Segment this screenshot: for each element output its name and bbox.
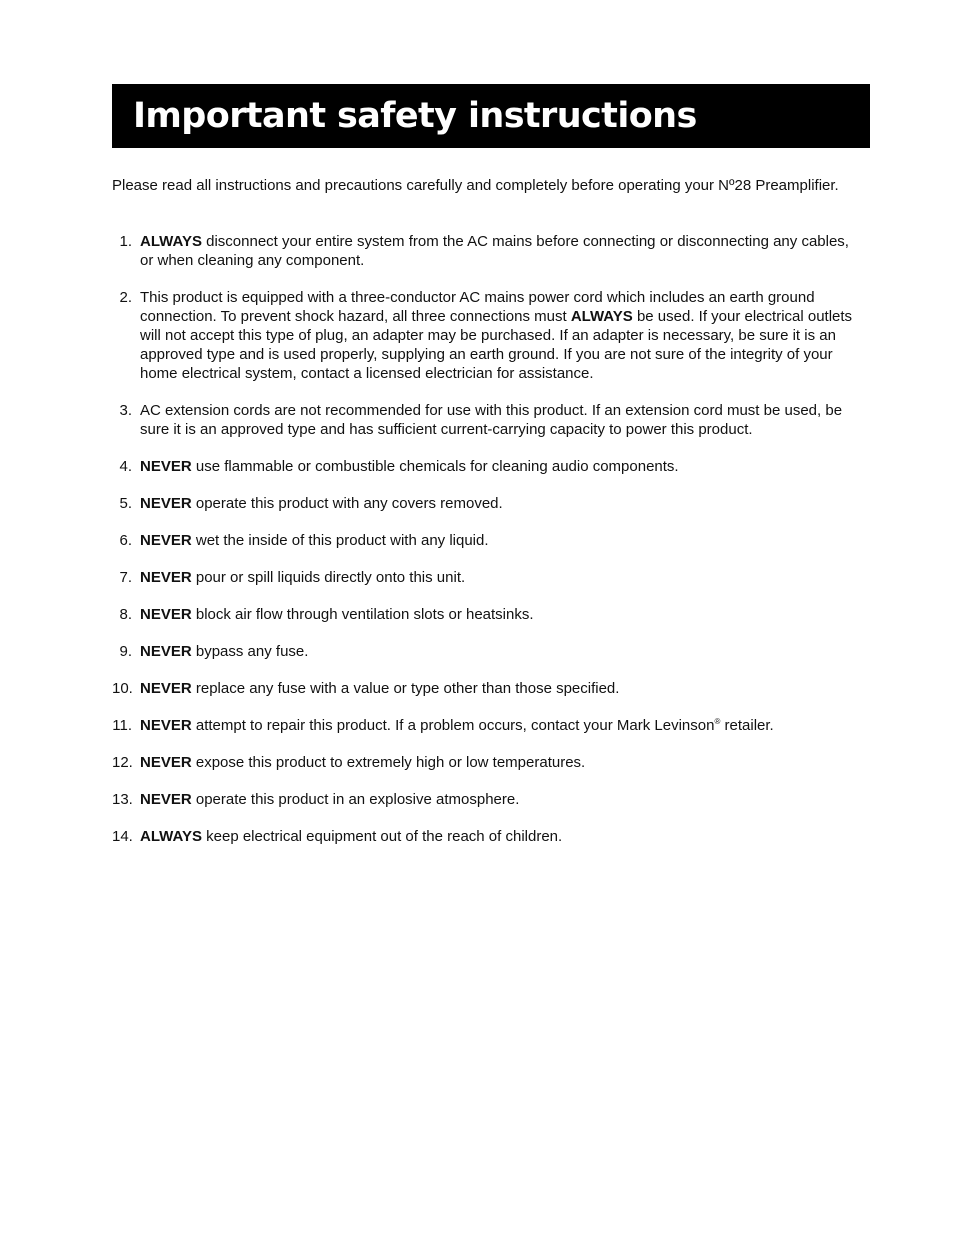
instruction-body-text: keep electrical equipment out of the reach of children. — [201, 828, 563, 845]
instruction-number — [112, 288, 140, 383]
instruction-body-text: replace any fuse with a value or type other than those specified. — [191, 680, 620, 697]
instruction-body-text: operate this product in an explosive atmosphere. — [191, 791, 520, 808]
instruction-number-label: 2. — [119, 289, 132, 306]
page-title: Important safety instructions — [133, 96, 697, 136]
instruction-emphasis: NEVER — [140, 680, 192, 697]
instruction-item — [112, 716, 862, 735]
instruction-body-text: disconnect your entire system from the AC mains before connecting or disconnecting any cables, or when cleaning any component. — [140, 233, 854, 269]
instruction-text — [140, 401, 862, 439]
instruction-emphasis: NEVER — [140, 532, 192, 549]
instruction-number — [112, 457, 140, 476]
instruction-item — [112, 232, 862, 270]
instruction-item — [112, 790, 862, 809]
instruction-body-text: attempt to repair this product. If a problem occurs, contact your Mark Levinson — [191, 717, 715, 734]
instruction-number — [112, 605, 140, 624]
instruction-number — [112, 642, 140, 661]
instruction-body-text: This product is equipped with a three-conductor AC mains power cord which includes an earth ground connection. To prevent shock hazard, all three connections must — [140, 289, 819, 325]
instruction-emphasis: NEVER — [140, 569, 192, 586]
instruction-item — [112, 568, 862, 587]
instruction-number-label: 4. — [119, 458, 132, 475]
safety-instructions-list — [112, 232, 862, 864]
instruction-body-text: expose this product to extremely high or low temperatures. — [191, 754, 586, 771]
instruction-number — [112, 531, 140, 550]
instruction-item — [112, 642, 862, 661]
instruction-number-label: 14. — [112, 828, 133, 845]
instruction-emphasis: NEVER — [140, 458, 192, 475]
instruction-emphasis: NEVER — [140, 754, 192, 771]
instruction-text — [140, 457, 862, 476]
instruction-number — [112, 679, 140, 698]
instruction-body-text: wet the inside of this product with any liquid. — [191, 532, 489, 549]
instruction-item — [112, 753, 862, 772]
instruction-body-text: pour or spill liquids directly onto this unit. — [191, 569, 466, 586]
instruction-text — [140, 642, 862, 661]
instruction-text — [140, 753, 862, 772]
instruction-item — [112, 288, 862, 383]
instruction-body-text: retailer. — [720, 717, 774, 734]
instruction-text — [140, 679, 862, 698]
instruction-number-label: 6. — [119, 532, 132, 549]
instruction-body-text: operate this product with any covers removed. — [191, 495, 503, 512]
instruction-number-label: 10. — [112, 680, 133, 697]
instruction-number — [112, 401, 140, 439]
instruction-number — [112, 232, 140, 270]
instruction-text — [140, 494, 862, 513]
instruction-item — [112, 605, 862, 624]
instruction-body-text: use flammable or combustible chemicals for cleaning audio components. — [191, 458, 679, 475]
instruction-item — [112, 457, 862, 476]
instruction-number-label: 3. — [119, 402, 132, 419]
instruction-number — [112, 494, 140, 513]
instruction-number-label: 5. — [119, 495, 132, 512]
instruction-item — [112, 494, 862, 513]
instruction-number — [112, 827, 140, 846]
instruction-body-text: bypass any fuse. — [191, 643, 309, 660]
instruction-number-label: 8. — [119, 606, 132, 623]
instruction-text — [140, 531, 862, 550]
instruction-emphasis: NEVER — [140, 717, 192, 734]
instruction-number-label: 1. — [119, 233, 132, 250]
instruction-text — [140, 288, 862, 383]
instruction-text — [140, 605, 862, 624]
instruction-text — [140, 790, 862, 809]
instruction-number — [112, 716, 140, 735]
instruction-emphasis: ALWAYS — [570, 308, 633, 325]
instruction-item — [112, 401, 862, 439]
instruction-text — [140, 716, 862, 735]
instruction-text — [140, 827, 862, 846]
instruction-number-label: 9. — [119, 643, 132, 660]
title-banner — [112, 84, 870, 148]
instruction-number — [112, 790, 140, 809]
instruction-body-text: block air flow through ventilation slots or heatsinks. — [191, 606, 534, 623]
instruction-number — [112, 568, 140, 587]
instruction-emphasis: NEVER — [140, 495, 192, 512]
instruction-body-text: AC extension cords are not recommended for use with this product. If an extension cord must be used, be sure it is an approved type and has sufficient current-carrying capacity to power this product. — [140, 402, 847, 438]
instruction-text — [140, 232, 862, 270]
instruction-number-label: 11. — [112, 717, 132, 734]
instruction-body-text: be used. If your electrical outlets will not accept this type of plug, an adapter may be purchased. If an adapter is necessary, be sure it is an approved type and is used properly, supplying an earth ground. If you are not sure of the integrity of your home electrical system, contact a licensed electrician for assistance. — [140, 308, 857, 382]
instruction-number-label: 13. — [112, 791, 133, 808]
instruction-item — [112, 679, 862, 698]
intro-paragraph: Please read all instructions and precautions carefully and completely before operating your Nº28 Preamplifier. — [112, 177, 839, 194]
instruction-emphasis: ALWAYS — [140, 233, 202, 250]
instruction-number-label: 7. — [119, 569, 132, 586]
instruction-item — [112, 827, 862, 846]
instruction-emphasis: NEVER — [140, 606, 192, 623]
instruction-item — [112, 531, 862, 550]
instruction-number — [112, 753, 140, 772]
instruction-text — [140, 568, 862, 587]
instruction-emphasis: ALWAYS — [140, 828, 202, 845]
registered-mark: ® — [714, 717, 721, 726]
instruction-emphasis: NEVER — [140, 643, 192, 660]
instruction-emphasis: NEVER — [140, 791, 192, 808]
instruction-number-label: 12. — [112, 754, 133, 771]
